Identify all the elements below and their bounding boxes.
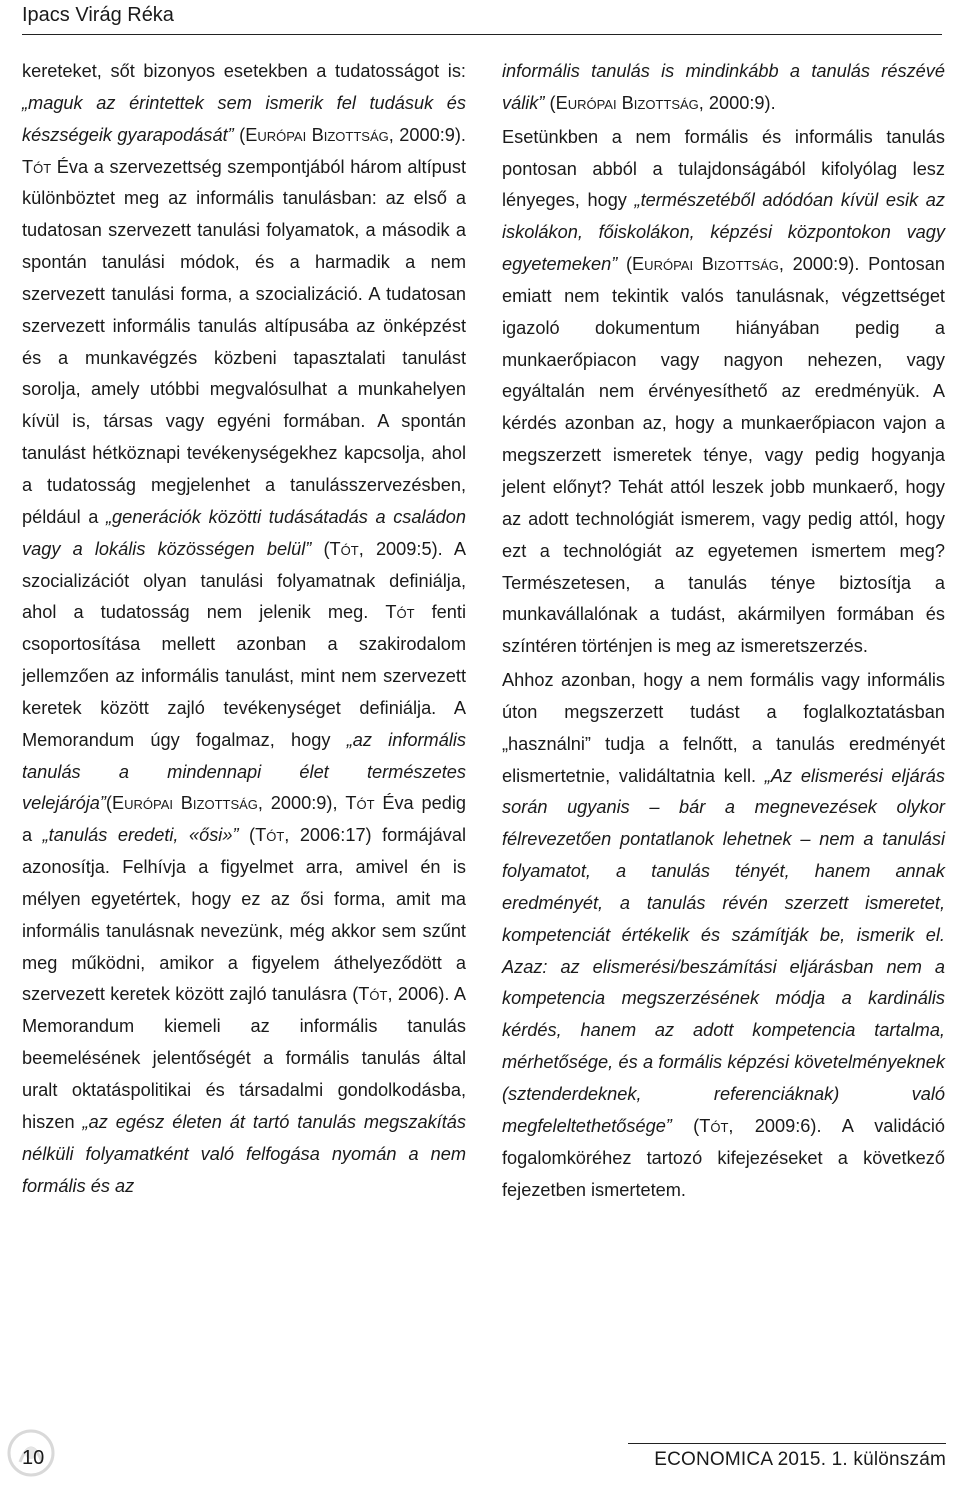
right-column (502, 56, 945, 1206)
right-paragraph-2: Esetünkben a nem formális és informális tanulás pontosan abból a tulajdonságából kifolyólag lesz lényeges, hogy „természetéből adódóan kívül esik az iskolákon, főiskolákon, képzési központokon vagy egyetemeken” (Európai Bizottság, 2000:9). Pontosan emiatt nem tekintik valós tanulásnak, végzettséget igazoló dokumentum hiányában pedig a munkaerőpiacon vagy nagyon nehezen, vagy egyáltalán nem érvényesíthető az eredményük. A kérdés azonban az, hogy a munkaerőpiacon vajon a megszerzett ismeretek ténye, vagy pedig hogyanja jelent előnyt? Tehát attól leszek jobb munkaerő, hogy az adott technológiát ismerem, vagy pedig attól, hogy ezt a technológiát az egyetemen ismertem meg? Természetesen, a tanulás ténye biztosítja a munkavállalónak a tudást, akármilyen formában és színtéren történjen is meg az ismeretszerzés. (502, 126, 945, 657)
footer-rule (628, 1443, 946, 1444)
right-paragraph-3: Ahhoz azonban, hogy a nem formális vagy informális úton megszerzett tudást a foglalkoztatásban „használni” tudja a felnőtt, a tanulás eredményét elismertetnie, validáltatnia kell. „Az elismerési eljárás során ugyanis – bár a megnevezések olykor félrevezetően pontatlanok lehetnek – nem a tanulási folyamatot, a tanulás tényét, hanem annak eredményét, a tanulás révén szerzett ismeretet, kompetenciát értékelik és számítják be, ismerik el. Azaz: az elismerési/beszámítási eljárásban nem a kompetencia megszerzésének módja a kardinális kérdés, hanem az adott kompetencia tartalma, mérhetősége, és a formális képzési követelményeknek (sztenderdeknek, referenciáknak) való megfeleltethetősége” (Tót, 2009:6). A validáció fogalomköréhez tartozó kifejezéseket a következő fejezetben ismertetem. (502, 670, 946, 1200)
header-author: Ipacs Virág Réka (22, 4, 174, 26)
left-column (22, 56, 466, 1202)
journal-name: ECONOMICA 2015. 1. különszám (654, 1449, 946, 1470)
running-header (22, 2, 942, 35)
page-number: 10 (22, 1447, 45, 1469)
right-paragraph-1: informális tanulás is mindinkább a tanulás részévé válik” (Európai Bizottság, 2000:9). (502, 61, 945, 113)
left-paragraph-1: kereteket, sőt bizonyos esetekben a tudatosságot is: „maguk az érintettek sem ismerik fel tudásuk és készségeik gyarapodását” (Európai Bizottság, 2000:9). Tót Éva a szervezettség szempontjából három altípust különböztet meg az informális tanulásban: az első a tudatosan szervezett tanulási folyamatok, a második a spontán tanulási módok, és a harmadik a nem szervezett tanulási forma, a szocializáció. A tudatosan szervezett informális tanulás altípusába az önképzést és a munkavégzés közbeni tapasztalati tanulást sorolja, amely utóbbi megvalósulhat a munkahelyen kívül is, társas vagy egyéni formában. A spontán tanulást hétköznapi tevékenységekhez kapcsolja, ahol a tudatosság megjelenhet a tanulásszervezésben, például a „generációk közötti tudásátadás a családon vagy a lokális közösségen belül” (Tót, 2009:5). A szocializációt olyan tanulási folyamatnak definiálja, ahol a tudatosság nem jelenik meg. Tót fenti csoportosítása mellett azonban a szakirodalom jellemzően az informális tanulást, mint nem szervezett keretek között zajló tevékenységet definiálja. A Memorandum úgy fogalmaz, hogy „az informális tanulás a mindennapi élet természetes velejárója”(Európai Bizottság, 2000:9), Tót Éva pedig a „tanulás eredeti, «ősi»” (Tót, 2006:17) formájával azonosítja. Felhívja a figyelmet arra, amivel én is mélyen egyetértek, hogy ez az ősi forma, amit ma informális tanulásnak nevezünk, még akkor sem szűnt meg működni, amikor a figyelem áthelyeződött a szervezett keretek között zajló tanulásra (Tót, 2006). A Memorandum kiemeli az informális tanulás beemelésének jelentőségét a formális tanulás által uralt oktatáspolitikai és társadalmi gondolkodásba, hiszen „az egész életen át tartó tanulás megszakítás nélküli folyamatként való felfogása nyomán a nem formális és az (22, 61, 467, 1196)
